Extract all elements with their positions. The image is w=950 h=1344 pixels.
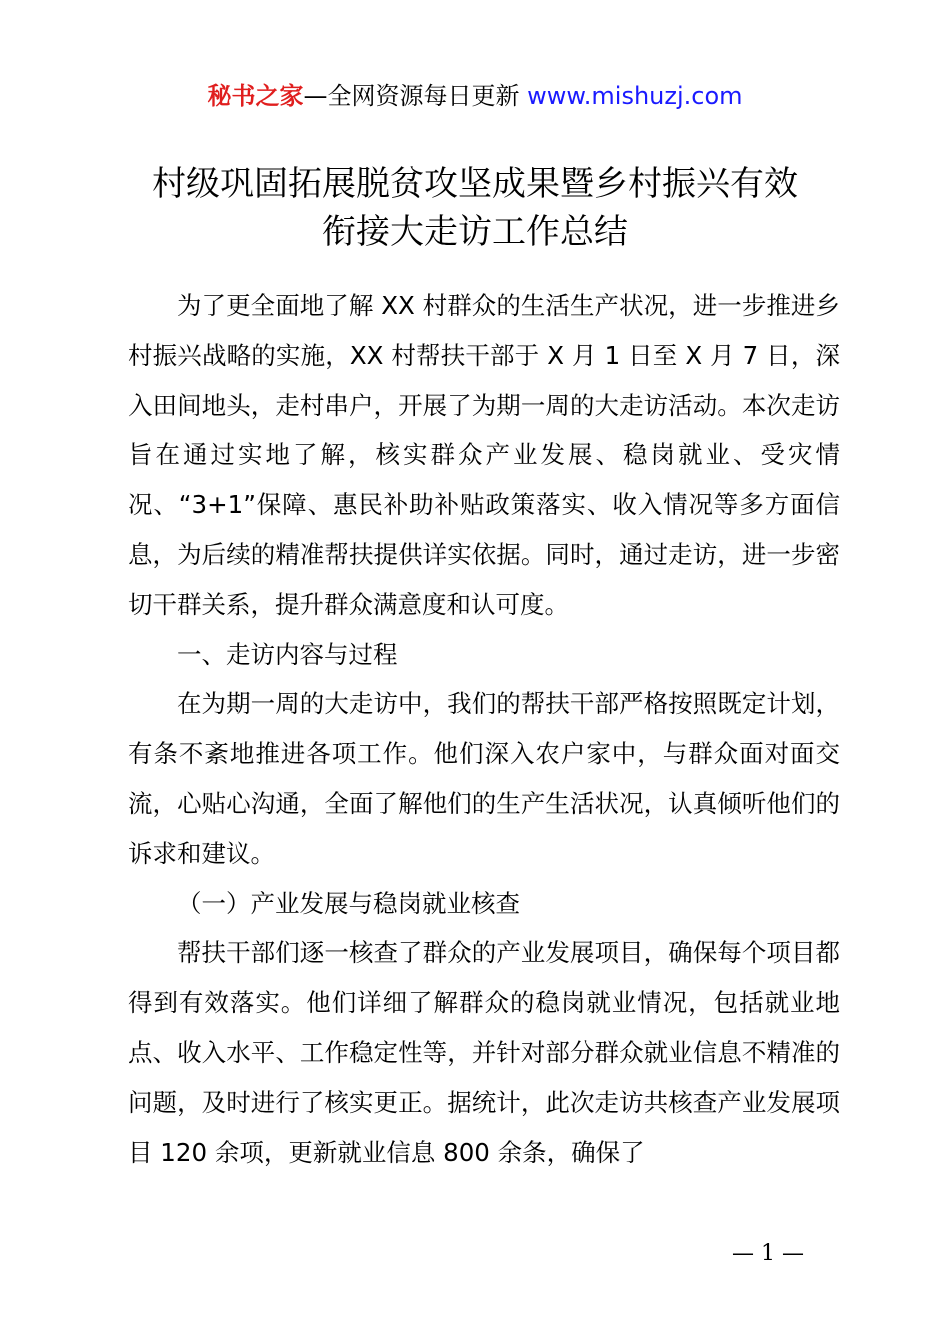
site-banner xyxy=(0,80,950,112)
banner-brand: 秘书之家 xyxy=(207,82,304,110)
section-heading: 一、走访内容与过程 xyxy=(177,639,398,669)
page-number: — 1 — xyxy=(732,1241,804,1266)
document-body xyxy=(128,281,840,1177)
body-paragraph: 帮扶干部们逐一核查了群众的产业发展项目，确保每个项目都得到有效落实。他们详细了解群众的稳岗就业情况，包括就业地点、收入水平、工作稳定性等，并针对部分群众就业信息不精准的问题，及时进行了核实更正。据统计，此次走访共核查产业发展项目 120 余项，更新就业信息 800 余条，确保了 xyxy=(128,938,840,1167)
banner-slogan: —全网资源每日更新 xyxy=(303,82,520,110)
body-paragraph: 在为期一周的大走访中，我们的帮扶干部严格按照既定计划，有条不紊地推进各项工作。他们深入农户家中，与群众面对面交流，心贴心沟通，全面了解他们的生产生活状况，认真倾听他们的诉求和建议。 xyxy=(128,689,840,868)
banner-url-link[interactable]: www.mishuzj.com xyxy=(527,82,743,110)
body-paragraph: 为了更全面地了解 XX 村群众的生活生产状况，进一步推进乡村振兴战略的实施，XX 村帮扶干部于 X 月 1 日至 X 月 7 日，深入田间地头，走村串户，开展了为期一周的大走访活动。本次走访旨在通过实地了解，核实群众产业发展、稳岗就业、受灾情况、“3+1”保障、惠民补助补贴政策落实、收入情况等多方面信息，为后续的精准帮扶提供详实依据。同时，通过走访，进一步密切干群关系，提升群众满意度和认可度。 xyxy=(128,291,840,619)
document-title-line-2: 衔接大走访工作总结 xyxy=(322,212,628,252)
document-title xyxy=(100,160,850,256)
subsection-heading: （一）产业发展与稳岗就业核查 xyxy=(177,888,520,918)
document-title-line-1: 村级巩固拓展脱贫攻坚成果暨乡村振兴有效 xyxy=(152,164,798,204)
